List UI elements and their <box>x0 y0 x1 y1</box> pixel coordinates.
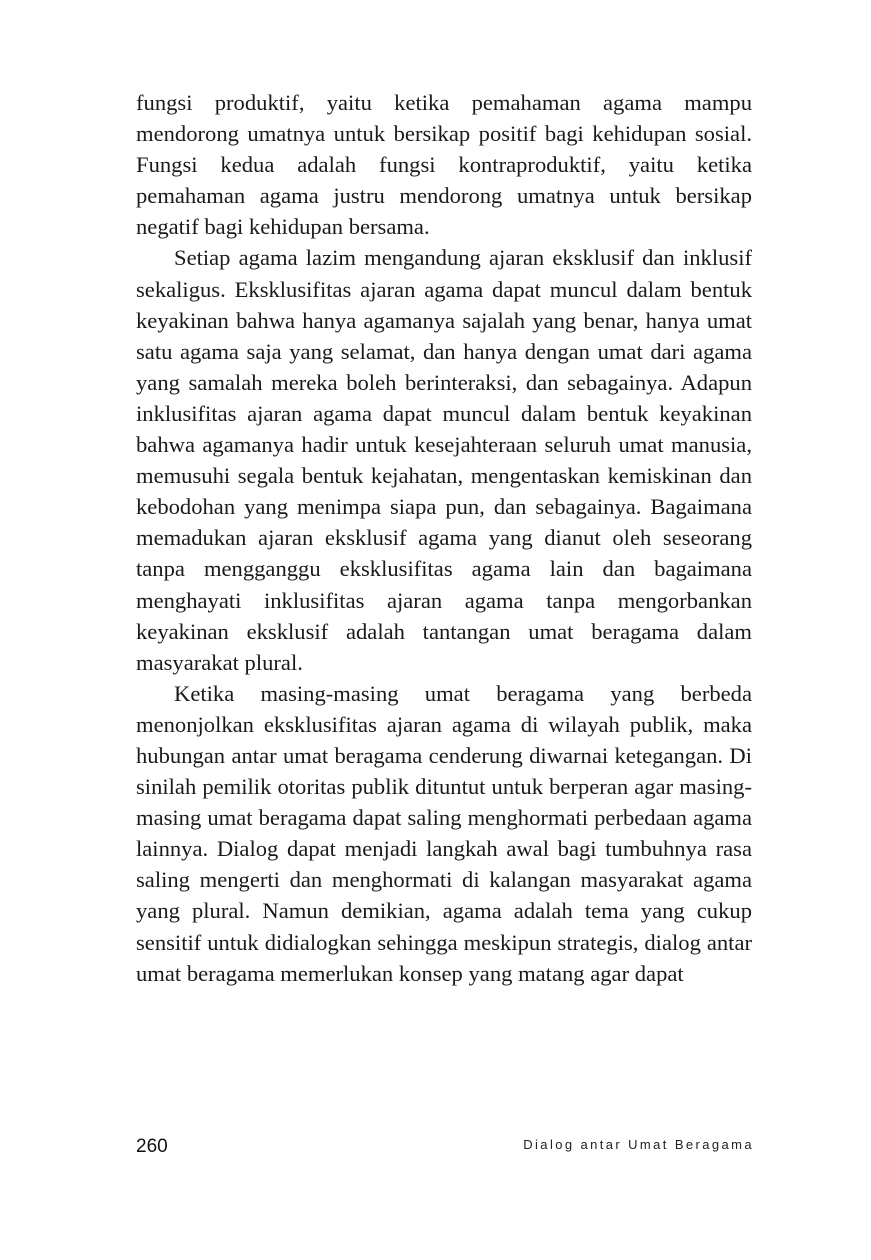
paragraph-dialog: Ketika masing-masing umat beragama yang berbeda menonjolkan eksklusifitas ajaran agama di wilayah publik, maka hubungan antar umat beragama cenderung diwarnai ketegangan. Di sinilah pemilik otoritas publik dituntut untuk berperan agar masing-masing umat beragama dapat saling menghormati perbedaan agama lainnya. Dialog dapat menjadi langkah awal bagi tumbuhnya rasa saling mengerti dan menghormati di kalangan masyarakat agama yang plural. Namun demikian, agama adalah tema yang cukup sensitif untuk didialogkan sehingga meskipun strategis, dialog antar umat beragama memerlukan konsep yang matang agar dapat <box>136 680 752 986</box>
page-body-text <box>136 87 752 989</box>
running-title: Dialog antar Umat Beragama <box>523 1137 754 1152</box>
paragraph-eksklusif-inklusif: Setiap agama lazim mengandung ajaran eksklusif dan inklusif sekaligus. Eksklusifitas ajaran agama dapat muncul dalam bentuk keyakinan bahwa hanya agamanya sajalah yang benar, hanya umat satu agama saja yang selamat, dan hanya dengan umat dari agama yang samalah mereka boleh berinteraksi, dan sebagainya. Adapun inklusifitas ajaran agama dapat muncul dalam bentuk keyakinan bahwa agamanya hadir untuk kesejahteraan seluruh umat manusia, memusuhi segala bentuk kejahatan, mengentaskan kemiskinan dan kebodohan yang menimpa siapa pun, dan sebagainya. Bagaimana memadukan ajaran eksklusif agama yang dianut oleh seseorang tanpa mengganggu eksklusifitas agama lain dan bagaimana menghayati inklusifitas ajaran agama tanpa mengorbankan keyakinan eksklusif adalah tantangan umat beragama dalam masyarakat plural. <box>136 245 752 675</box>
page-number: 260 <box>136 1136 168 1157</box>
paragraph-continuation: fungsi produktif, yaitu ketika pemahaman agama mampu mendorong umatnya untuk bersikap positif bagi kehidupan sosial. Fungsi kedua adalah fungsi kontraproduktif, yaitu ketika pemahaman agama justru mendorong umatnya untuk bersikap negatif bagi kehidupan bersama. <box>136 90 752 240</box>
